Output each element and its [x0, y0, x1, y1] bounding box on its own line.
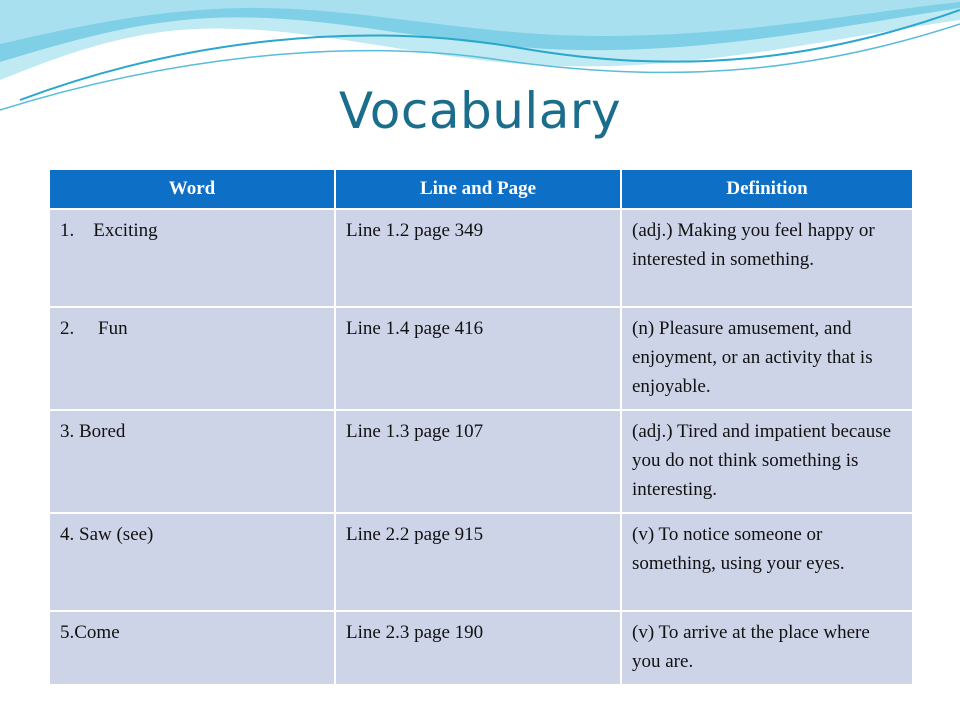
cell-word: 3. Bored [49, 410, 335, 513]
header-line-and-page: Line and Page [335, 169, 621, 209]
cell-line-page: Line 2.3 page 190 [335, 611, 621, 685]
table-header-row [49, 169, 913, 209]
cell-word: 1. Exciting [49, 209, 335, 307]
cell-word: 4. Saw (see) [49, 513, 335, 611]
cell-word: 5.Come [49, 611, 335, 685]
cell-line-page: Line 1.4 page 416 [335, 307, 621, 410]
cell-definition: (n) Pleasure amusement, and enjoyment, or an activity that is enjoyable. [621, 307, 913, 410]
table-row [49, 307, 913, 410]
cell-line-page: Line 2.2 page 915 [335, 513, 621, 611]
table-row [49, 611, 913, 685]
slide-title: Vocabulary [338, 82, 622, 140]
cell-definition: (v) To notice someone or something, using your eyes. [621, 513, 913, 611]
cell-definition: (v) To arrive at the place where you are. [621, 611, 913, 685]
cell-line-page: Line 1.2 page 349 [335, 209, 621, 307]
table-row [49, 209, 913, 307]
cell-definition: (adj.) Making you feel happy or interested in something. [621, 209, 913, 307]
cell-line-page: Line 1.3 page 107 [335, 410, 621, 513]
header-definition: Definition [621, 169, 913, 209]
table-row [49, 410, 913, 513]
cell-word: 2. Fun [49, 307, 335, 410]
header-word: Word [49, 169, 335, 209]
cell-definition: (adj.) Tired and impatient because you do not think something is interesting. [621, 410, 913, 513]
table-row [49, 513, 913, 611]
vocabulary-table [48, 168, 914, 686]
